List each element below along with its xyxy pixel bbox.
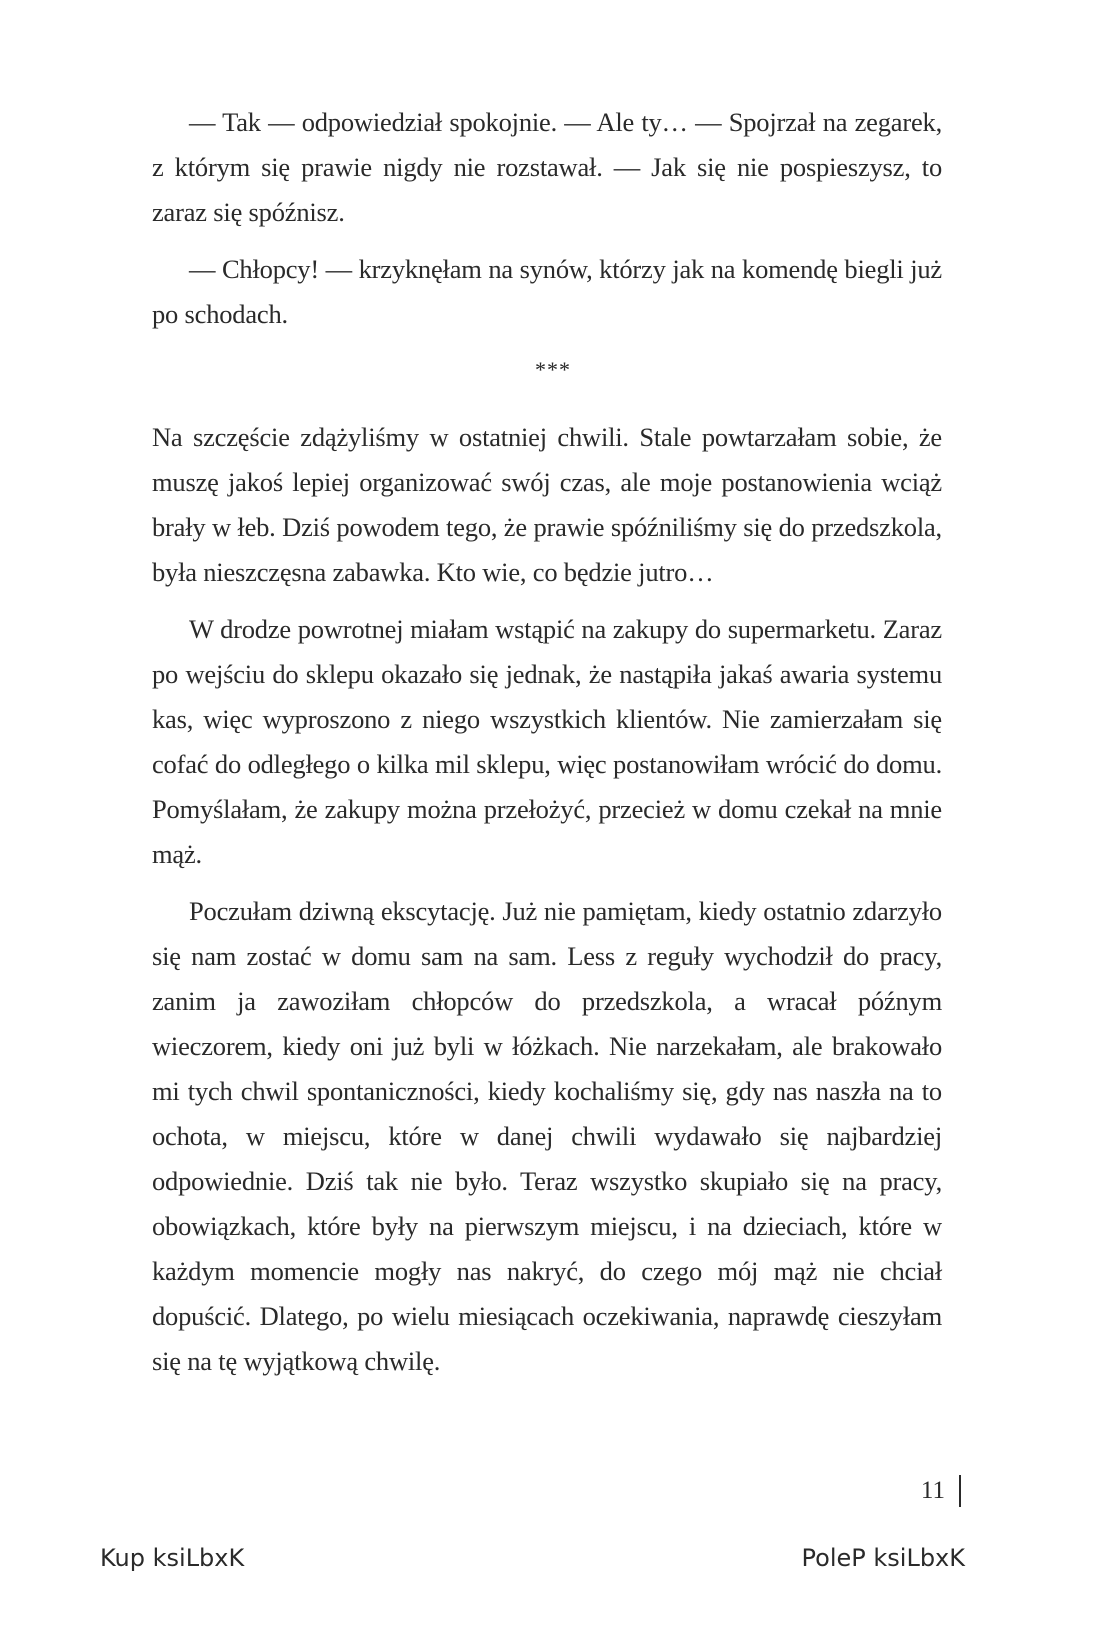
page-number: 11	[920, 1477, 945, 1504]
buy-book-link[interactable]: Kup ksiLbxK	[100, 1544, 245, 1572]
page-number-block	[921, 1474, 961, 1508]
paragraph-dialogue-2: — Chłopcy! — krzyknęłam na synów, którzy jak na komendę biegli już po schodach.	[152, 254, 942, 329]
paragraph-1: Na szczęście zdążyliśmy w ostatniej chwili. Stale powtarzałam sobie, że muszę jakoś lepiej organizować swój czas, ale moje postanowienia wciąż brały w łeb. Dziś powodem tego, że prawie spóźniliśmy się do przedszkola, była nieszczęsna zabawka. Kto wie, co będzie jutro…	[152, 422, 942, 587]
recommend-book-link[interactable]: PoleP ksiLbxK	[801, 1544, 965, 1572]
paragraph-3: Poczułam dziwną ekscytację. Już nie pamiętam, kiedy ostatnio zdarzyło się nam zostać w domu sam na sam. Less z reguły wychodził do pracy, zanim ja zawoziłam chłopców do przedszkola, a wracał późnym wieczorem, kiedy oni już byli w łóżkach. Nie narzekałam, ale brakowało mi tych chwil spontaniczności, kiedy kochaliśmy się, gdy nas naszła na to ochota, w miejscu, które w danej chwili wydawało się najbardziej odpowiednie. Dziś tak nie było. Teraz wszystko skupiało się na pracy, obowiązkach, które były na pierwszym miejscu, i na dzieciach, które w każdym momencie mogły nas nakryć, do czego mój mąż nie chciał dopuścić. Dlatego, po wielu miesiącach oczekiwania, naprawdę cieszyłam się na tę wyjątkową chwilę.	[152, 896, 942, 1376]
paragraph-2: W drodze powrotnej miałam wstąpić na zakupy do supermarketu. Zaraz po wejściu do sklepu okazało się jednak, że nastąpiła jakaś awaria systemu kas, więc wyproszono z niego wszystkich klientów. Nie zamierzałam się cofać do odległego o kilka mil sklepu, więc postanowiłam wrócić do domu. Pomyślałam, że zakupy można przełożyć, przecież w domu czekał na mnie mąż.	[152, 614, 942, 869]
page-number-rule	[959, 1475, 961, 1507]
paragraph-dialogue-1: — Tak — odpowiedział spokojnie. — Ale ty… — Spojrzał na zegarek, z którym się prawie nigdy nie rozstawał. — Jak się nie pospieszysz, to zaraz się spóźnisz.	[152, 107, 942, 227]
text-column	[152, 100, 942, 1400]
scene-separator: ***	[535, 357, 571, 382]
